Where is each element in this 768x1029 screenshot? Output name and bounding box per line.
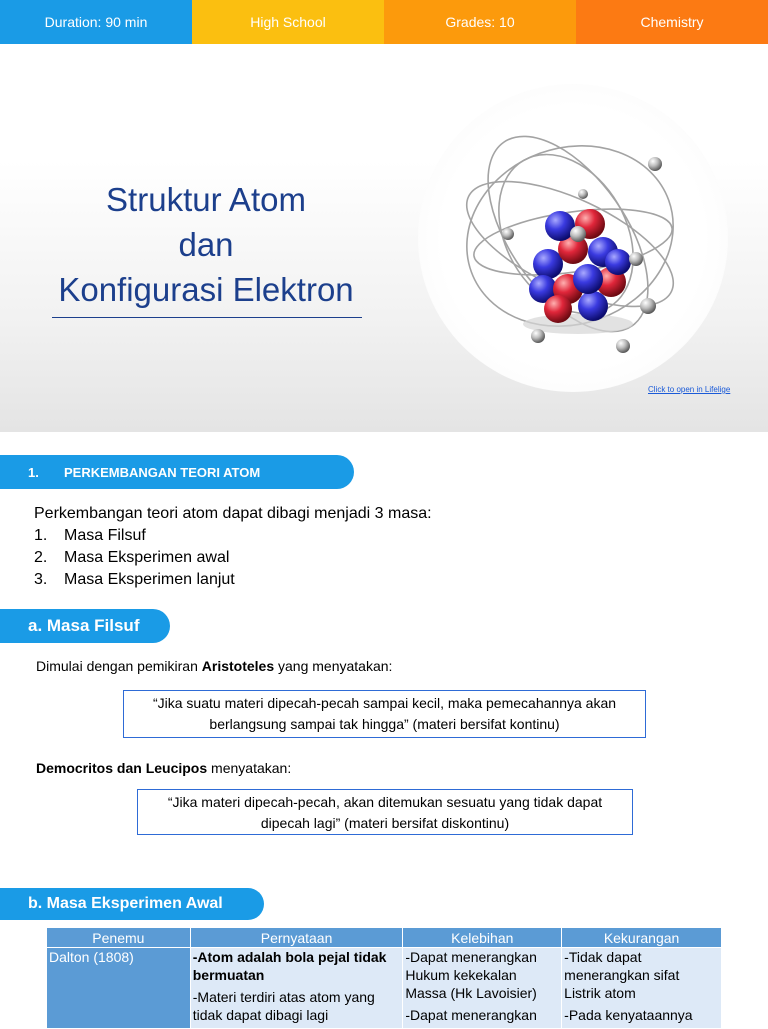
era-list	[34, 525, 432, 591]
intro-block	[34, 503, 432, 591]
cell-kelebihan: -Dapat menerangkan Hukum kekekalan Massa (Hk Lavoisier) -Dapat menerangkan	[403, 948, 562, 1029]
atom-theory-table	[46, 927, 722, 1029]
grades-label: Grades: 10	[384, 0, 576, 44]
page-title	[36, 177, 376, 312]
list-item: 2. Masa Eksperimen awal	[34, 549, 230, 566]
atom-model-icon	[418, 84, 731, 394]
section-number: 1.	[28, 464, 39, 480]
title-line-2: dan	[178, 226, 234, 263]
hero-banner	[0, 44, 768, 432]
list-item: 3. Masa Eksperimen lanjut	[34, 571, 235, 588]
aristoteles-quote: “Jika suatu materi dipecah-pecah sampai kecil, maka pemecahannya akan berlangsung sampai tak hingga” (materi bersifat kontinu)	[123, 690, 646, 738]
col-penemu: Penemu	[47, 928, 191, 948]
section-header-masa-eksperimen: b. Masa Eksperimen Awal	[0, 888, 264, 920]
col-kelebihan: Kelebihan	[403, 928, 562, 948]
table-header-row	[47, 928, 722, 948]
section-title: PERKEMBANGAN TEORI ATOM	[64, 464, 261, 480]
title-line-1: Struktur Atom	[106, 181, 306, 218]
section-header-perkembangan	[0, 455, 354, 489]
democritos-quote: “Jika materi dipecah-pecah, akan ditemukan sesuatu yang tidak dapat dipecah lagi” (materi bersifat diskontinu)	[137, 789, 633, 835]
subject-label: Chemistry	[576, 0, 768, 44]
lifelige-link[interactable]: Click to open in Lifelige	[648, 385, 731, 394]
col-kekurangan: Kekurangan	[562, 928, 722, 948]
table-row	[47, 948, 722, 1029]
level-label: High School	[192, 0, 384, 44]
intro-text: Perkembangan teori atom dapat dibagi menjadi 3 masa:	[34, 505, 432, 522]
list-item: 1. Masa Filsuf	[34, 527, 146, 544]
democritos-paragraph: Democritos dan Leucipos menyatakan:	[36, 760, 292, 776]
cell-penemu: Dalton (1808)	[47, 948, 191, 1029]
cell-kekurangan: -Tidak dapat menerangkan sifat Listrik atom -Pada kenyataannya	[562, 948, 722, 1029]
lesson-info-bar	[0, 0, 768, 44]
atom-illustration-frame	[418, 84, 731, 394]
duration-label: Duration: 90 min	[0, 0, 192, 44]
cell-pernyataan: -Atom adalah bola pejal tidak bermuatan -Materi terdiri atas atom yang tidak dapat dibagi lagi	[190, 948, 403, 1029]
title-line-3: Konfigurasi Elektron	[58, 271, 354, 308]
section-header-masa-filsuf: a. Masa Filsuf	[0, 609, 170, 643]
aristoteles-paragraph: Dimulai dengan pemikiran Aristoteles yang menyatakan:	[36, 658, 393, 674]
col-pernyataan: Pernyataan	[190, 928, 403, 948]
title-underline	[52, 317, 362, 318]
